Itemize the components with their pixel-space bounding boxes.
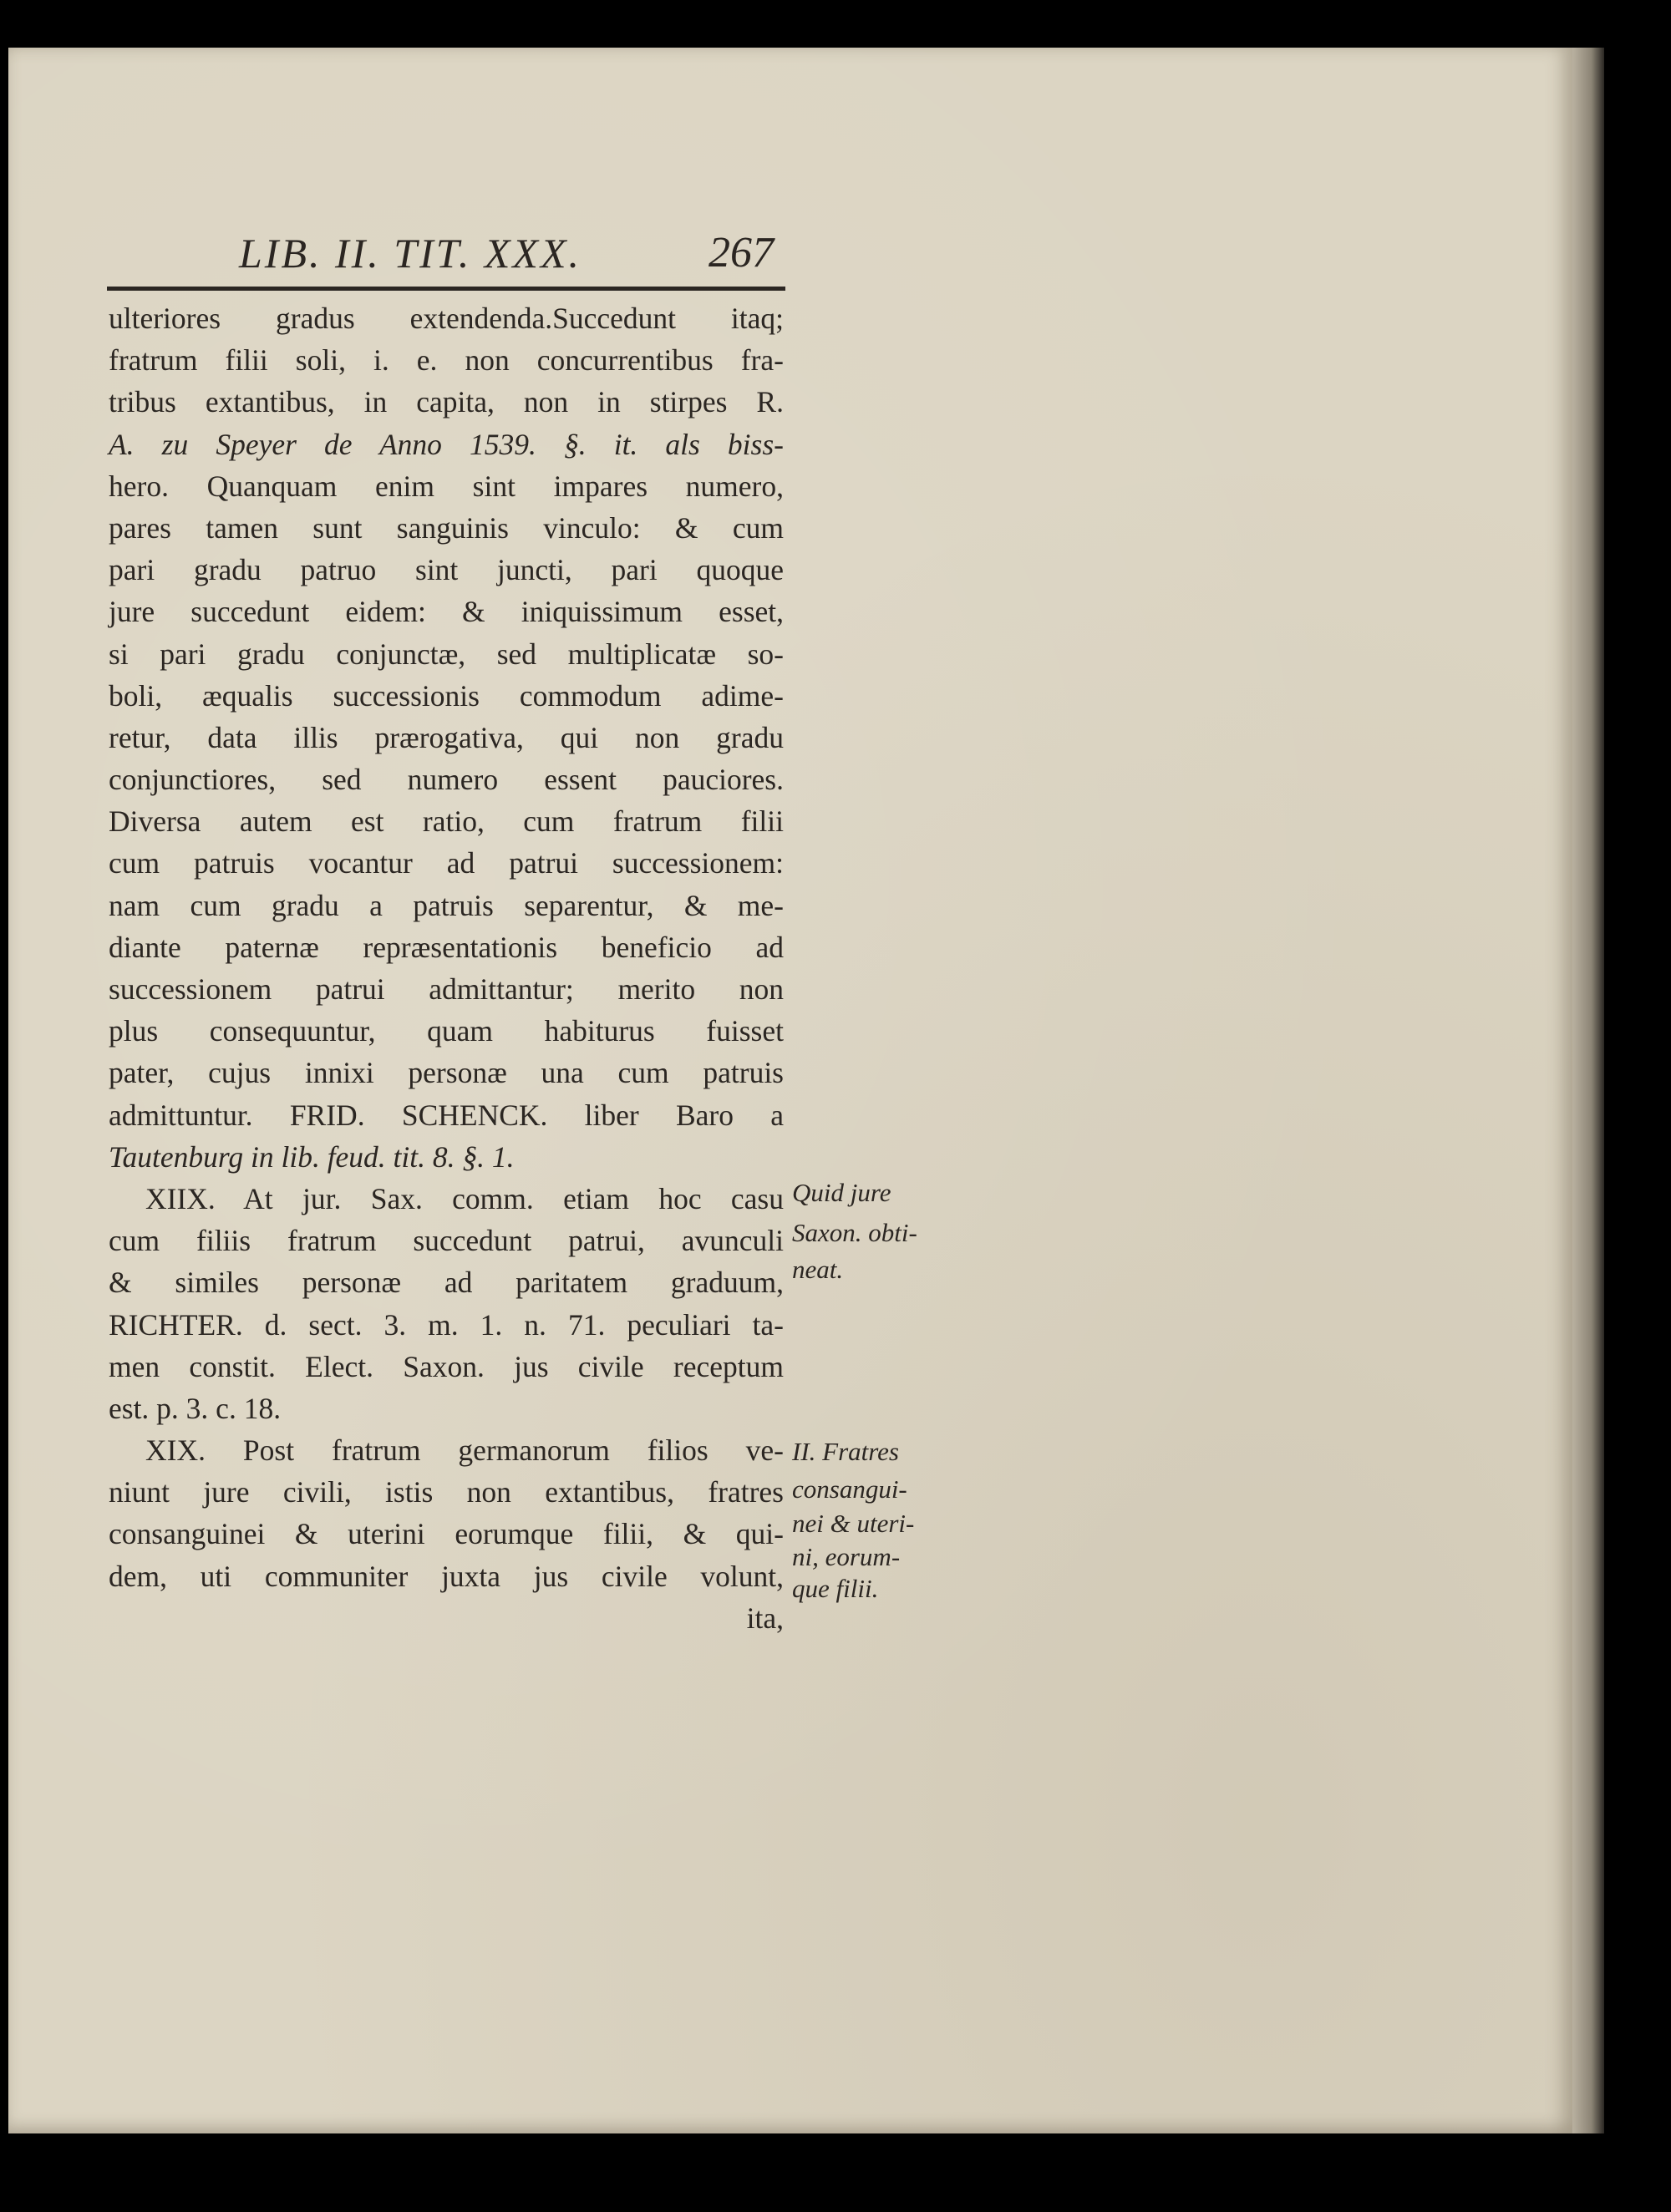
margin-note-line: Quid jure bbox=[792, 1178, 891, 1207]
text-line: niunt jure civili, istis non extantibus, fratres bbox=[109, 1475, 784, 1509]
text-line: consanguinei & uterini eorumque filii, & qui- bbox=[109, 1517, 784, 1551]
text-line: & similes personæ ad paritatem graduum, bbox=[109, 1266, 784, 1300]
margin-note-line: Saxon. obti- bbox=[792, 1218, 917, 1247]
text-line: Tautenburg in lib. feud. tit. 8. §. 1. bbox=[109, 1139, 515, 1174]
text-line: RICHTER. d. sect. 3. m. 1. n. 71. peculiari ta- bbox=[109, 1307, 784, 1342]
text-line: admittuntur. FRID. SCHENCK. liber Baro a bbox=[109, 1098, 784, 1132]
text-line: hero. Quanquam enim sint impares numero, bbox=[109, 469, 784, 503]
running-header bbox=[239, 224, 774, 282]
text-line: jure succedunt eidem: & iniquissimum esset, bbox=[109, 595, 784, 629]
margin-note-line: consangui- bbox=[792, 1474, 907, 1504]
text-line: nam cum gradu a patruis separentur, & me- bbox=[109, 888, 784, 922]
catchword: ita, bbox=[746, 1601, 784, 1635]
text-line: Diversa autem est ratio, cum fratrum filii bbox=[109, 804, 784, 839]
header-rule bbox=[107, 287, 785, 291]
text-line: tribus extantibus, in capita, non in stirpes R. bbox=[109, 385, 784, 419]
text-line: XIIX. At jur. Sax. comm. etiam hoc casu bbox=[145, 1181, 784, 1215]
text-line: successionem patrui admittantur; merito non bbox=[109, 972, 784, 1006]
text-line: boli, æqualis successionis commodum adime- bbox=[109, 678, 784, 713]
page-edge bbox=[1572, 48, 1604, 2133]
margin-note-line: II. Fratres bbox=[792, 1437, 899, 1466]
text-line: conjunctiores, sed numero essent pauciores. bbox=[109, 763, 784, 797]
text-line: dem, uti communiter juxta jus civile volunt, bbox=[109, 1559, 784, 1593]
text-line: cum filiis fratrum succedunt patrui, avunculi bbox=[109, 1224, 784, 1258]
text-line: ulteriores gradus extendenda.Succedunt itaq; bbox=[109, 302, 784, 335]
text-line: si pari gradu conjunctæ, sed multiplicatæ so- bbox=[109, 637, 784, 671]
text-line: XIX. Post fratrum germanorum filios ve- bbox=[145, 1433, 784, 1468]
text-line: diante paternæ repræsentationis beneficio ad bbox=[109, 930, 784, 964]
margin-note-line: neat. bbox=[792, 1255, 844, 1284]
margin-note-line: nei & uteri- bbox=[792, 1509, 915, 1538]
text-line: plus consequuntur, quam habiturus fuisset bbox=[109, 1014, 784, 1048]
body-text bbox=[109, 297, 784, 1639]
text-line: retur, data illis prærogativa, qui non gradu bbox=[109, 720, 784, 754]
text-line: est. p. 3. c. 18. bbox=[109, 1391, 282, 1425]
text-line: fratrum filii soli, i. e. non concurrentibus fra- bbox=[109, 343, 784, 378]
margin-note-line: ni, eorum- bbox=[792, 1542, 901, 1571]
text-line: cum patruis vocantur ad patrui successionem: bbox=[109, 846, 784, 880]
text-line: pares tamen sunt sanguinis vinculo: & cum bbox=[109, 510, 784, 545]
margin-note-line: que filii. bbox=[792, 1574, 879, 1603]
text-line: men constit. Elect. Saxon. jus civile receptum bbox=[109, 1349, 784, 1383]
page-number: 267 bbox=[709, 229, 774, 276]
running-title: LIB. II. TIT. XXX. bbox=[239, 230, 582, 276]
text-line: A. zu Speyer de Anno 1539. §. it. als biss- bbox=[109, 427, 784, 461]
text-line: pater, cujus innixi personæ una cum patruis bbox=[109, 1056, 784, 1090]
text-line: pari gradu patruo sint juncti, pari quoque bbox=[109, 553, 784, 587]
